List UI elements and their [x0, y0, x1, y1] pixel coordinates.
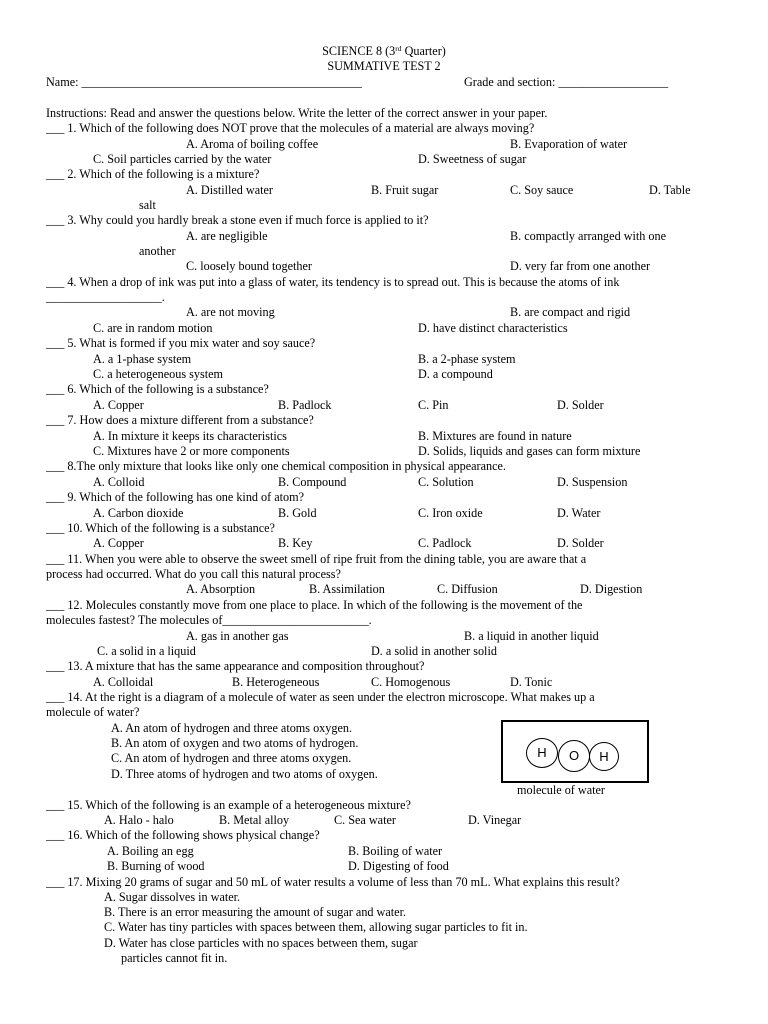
q7-stem: ___ 7. How does a mixture different from a substance? [46, 413, 314, 427]
q8-option-d: D. Suspension [557, 475, 628, 489]
q2-option-a: A. Distilled water [186, 183, 273, 197]
title-superscript: rd [395, 44, 402, 53]
q11-option-a: A. Absorption [186, 582, 256, 596]
q3-option-b-cont: another [139, 244, 176, 258]
q14-option-c: C. An atom of hydrogen and three atoms oxygen. [111, 751, 352, 765]
q6-option-c: C. Pin [418, 398, 449, 412]
q16-stem: ___ 16. Which of the following shows physical change? [46, 828, 320, 842]
q17-option-c: C. Water has tiny particles with spaces between them, allowing sugar particles to fit in. [104, 920, 528, 934]
q4-option-b: B. are compact and rigid [510, 305, 631, 319]
q7-option-a: A. In mixture it keeps its characteristics [93, 429, 287, 443]
q4-option-c: C. are in random motion [93, 321, 213, 335]
q13-option-a: A. Colloidal [93, 675, 154, 689]
q15-stem: ___ 15. Which of the following is an example of a heterogeneous mixture? [46, 798, 411, 812]
q14-option-a: A. An atom of hydrogen and three atoms oxygen. [111, 721, 352, 735]
hydrogen-atom-left: H [526, 738, 558, 768]
q17-stem: ___ 17. Mixing 20 grams of sugar and 50 mL of water results a volume of less than 70 mL. What explains this result? [46, 875, 620, 889]
q14-option-d: D. Three atoms of hydrogen and two atoms of oxygen. [111, 767, 378, 781]
q4-stem-cont: ___________________. [46, 290, 165, 304]
q12-option-b: B. a liquid in another liquid [464, 629, 599, 643]
q5-option-c: C. a heterogeneous system [93, 367, 223, 381]
q2-option-c: C. Soy sauce [510, 183, 574, 197]
q3-option-c: C. loosely bound together [186, 259, 312, 273]
q1-option-a: A. Aroma of boiling coffee [186, 137, 319, 151]
q1-option-c: C. Soil particles carried by the water [93, 152, 272, 166]
q3-option-d: D. very far from one another [510, 259, 651, 273]
q7-option-d: D. Solids, liquids and gases can form mixture [418, 444, 641, 458]
q5-option-a: A. a 1-phase system [93, 352, 192, 366]
q11-option-c: C. Diffusion [437, 582, 498, 596]
diagram-caption: molecule of water [517, 783, 605, 797]
test-title [0, 44, 768, 60]
q5-option-b: B. a 2-phase system [418, 352, 516, 366]
title-end: Quarter) [401, 44, 446, 58]
q8-option-b: B. Compound [278, 475, 347, 489]
q13-stem: ___ 13. A mixture that has the same appearance and composition throughout? [46, 659, 425, 673]
q6-option-b: B. Padlock [278, 398, 332, 412]
q1-option-b: B. Evaporation of water [510, 137, 628, 151]
q2-option-d: D. Table [649, 183, 691, 197]
water-molecule-diagram [501, 720, 649, 783]
q12-stem: ___ 12. Molecules constantly move from one place to place. In which of the following is the movement of the [46, 598, 583, 612]
name-field: Name: ______________________________________________ [46, 75, 362, 89]
q9-option-a: A. Carbon dioxide [93, 506, 184, 520]
q2-option-d-cont: salt [139, 198, 156, 212]
q6-stem: ___ 6. Which of the following is a substance? [46, 382, 269, 396]
q1-option-d: D. Sweetness of sugar [418, 152, 527, 166]
q1-stem: ___ 1. Which of the following does NOT prove that the molecules of a material are always moving? [46, 121, 535, 135]
q8-option-c: C. Solution [418, 475, 474, 489]
q6-option-d: D. Solder [557, 398, 604, 412]
q10-option-c: C. Padlock [418, 536, 472, 550]
q15-option-c: C. Sea water [334, 813, 396, 827]
q10-option-a: A. Copper [93, 536, 144, 550]
q6-option-a: A. Copper [93, 398, 144, 412]
q10-stem: ___ 10. Which of the following is a substance? [46, 521, 275, 535]
q16-option-b: B. Boiling of water [348, 844, 443, 858]
q9-stem: ___ 9. Which of the following has one kind of atom? [46, 490, 305, 504]
q3-option-b: B. compactly arranged with one [510, 229, 667, 243]
q3-stem: ___ 3. Why could you hardly break a stone even if much force is applied to it? [46, 213, 429, 227]
q14-option-b: B. An atom of oxygen and two atoms of hydrogen. [111, 736, 359, 750]
q9-option-c: C. Iron oxide [418, 506, 483, 520]
q12-option-d: D. a solid in another solid [371, 644, 497, 658]
q5-stem: ___ 5. What is formed if you mix water and soy sauce? [46, 336, 316, 350]
test-subtitle: SUMMATIVE TEST 2 [327, 59, 441, 73]
q9-option-d: D. Water [557, 506, 601, 520]
q11-stem-cont: process had occurred. What do you call this natural process? [46, 567, 341, 581]
q16-option-d: D. Digesting of food [348, 859, 449, 873]
q11-option-d: D. Digestion [580, 582, 643, 596]
q3-option-a: A. are negligible [186, 229, 268, 243]
q13-option-b: B. Heterogeneous [232, 675, 320, 689]
q8-stem: ___ 8.The only mixture that looks like only one chemical composition in physical appearance. [46, 459, 506, 473]
instructions: Instructions: Read and answer the questions below. Write the letter of the correct answer in your paper. [46, 106, 548, 120]
q16-option-a: A. Boiling an egg [107, 844, 194, 858]
q2-stem: ___ 2. Which of the following is a mixture? [46, 167, 260, 181]
q5-option-d: D. a compound [418, 367, 493, 381]
q11-stem: ___ 11. When you were able to observe the sweet smell of ripe fruit from the dining table, you are aware that a [46, 552, 587, 566]
q15-option-a: A. Halo - halo [104, 813, 174, 827]
hydrogen-atom-right: H [589, 742, 619, 771]
q17-option-b: B. There is an error measuring the amount of sugar and water. [104, 905, 406, 919]
q12-option-c: C. a solid in a liquid [97, 644, 196, 658]
q17-option-d-cont: particles cannot fit in. [121, 951, 228, 965]
q16-option-c: B. Burning of wood [107, 859, 205, 873]
q13-option-c: C. Homogenous [371, 675, 451, 689]
q14-stem-cont: molecule of water? [46, 705, 140, 719]
grade-section-field: Grade and section: __________________ [464, 75, 669, 89]
q7-option-b: B. Mixtures are found in nature [418, 429, 572, 443]
q12-stem-cont: molecules fastest? The molecules of________________________. [46, 613, 372, 627]
q17-option-a: A. Sugar dissolves in water. [104, 890, 241, 904]
q8-option-a: A. Colloid [93, 475, 145, 489]
q12-option-a: A. gas in another gas [186, 629, 289, 643]
q11-option-b: B. Assimilation [309, 582, 385, 596]
q2-option-b: B. Fruit sugar [371, 183, 439, 197]
q13-option-d: D. Tonic [510, 675, 553, 689]
q4-option-a: A. are not moving [186, 305, 275, 319]
q10-option-b: B. Key [278, 536, 313, 550]
title-main: SCIENCE 8 (3 [322, 44, 396, 58]
q4-stem: ___ 4. When a drop of ink was put into a glass of water, its tendency is to spread out. This is because the atoms of ink [46, 275, 620, 289]
q4-option-d: D. have distinct characteristics [418, 321, 568, 335]
oxygen-atom: O [558, 740, 590, 772]
q14-stem: ___ 14. At the right is a diagram of a molecule of water as seen under the electron microscope. What makes up a [46, 690, 595, 704]
q9-option-b: B. Gold [278, 506, 317, 520]
q10-option-d: D. Solder [557, 536, 604, 550]
q7-option-c: C. Mixtures have 2 or more components [93, 444, 290, 458]
q15-option-d: D. Vinegar [468, 813, 522, 827]
q17-option-d: D. Water has close particles with no spaces between them, sugar [104, 936, 418, 950]
q15-option-b: B. Metal alloy [219, 813, 290, 827]
